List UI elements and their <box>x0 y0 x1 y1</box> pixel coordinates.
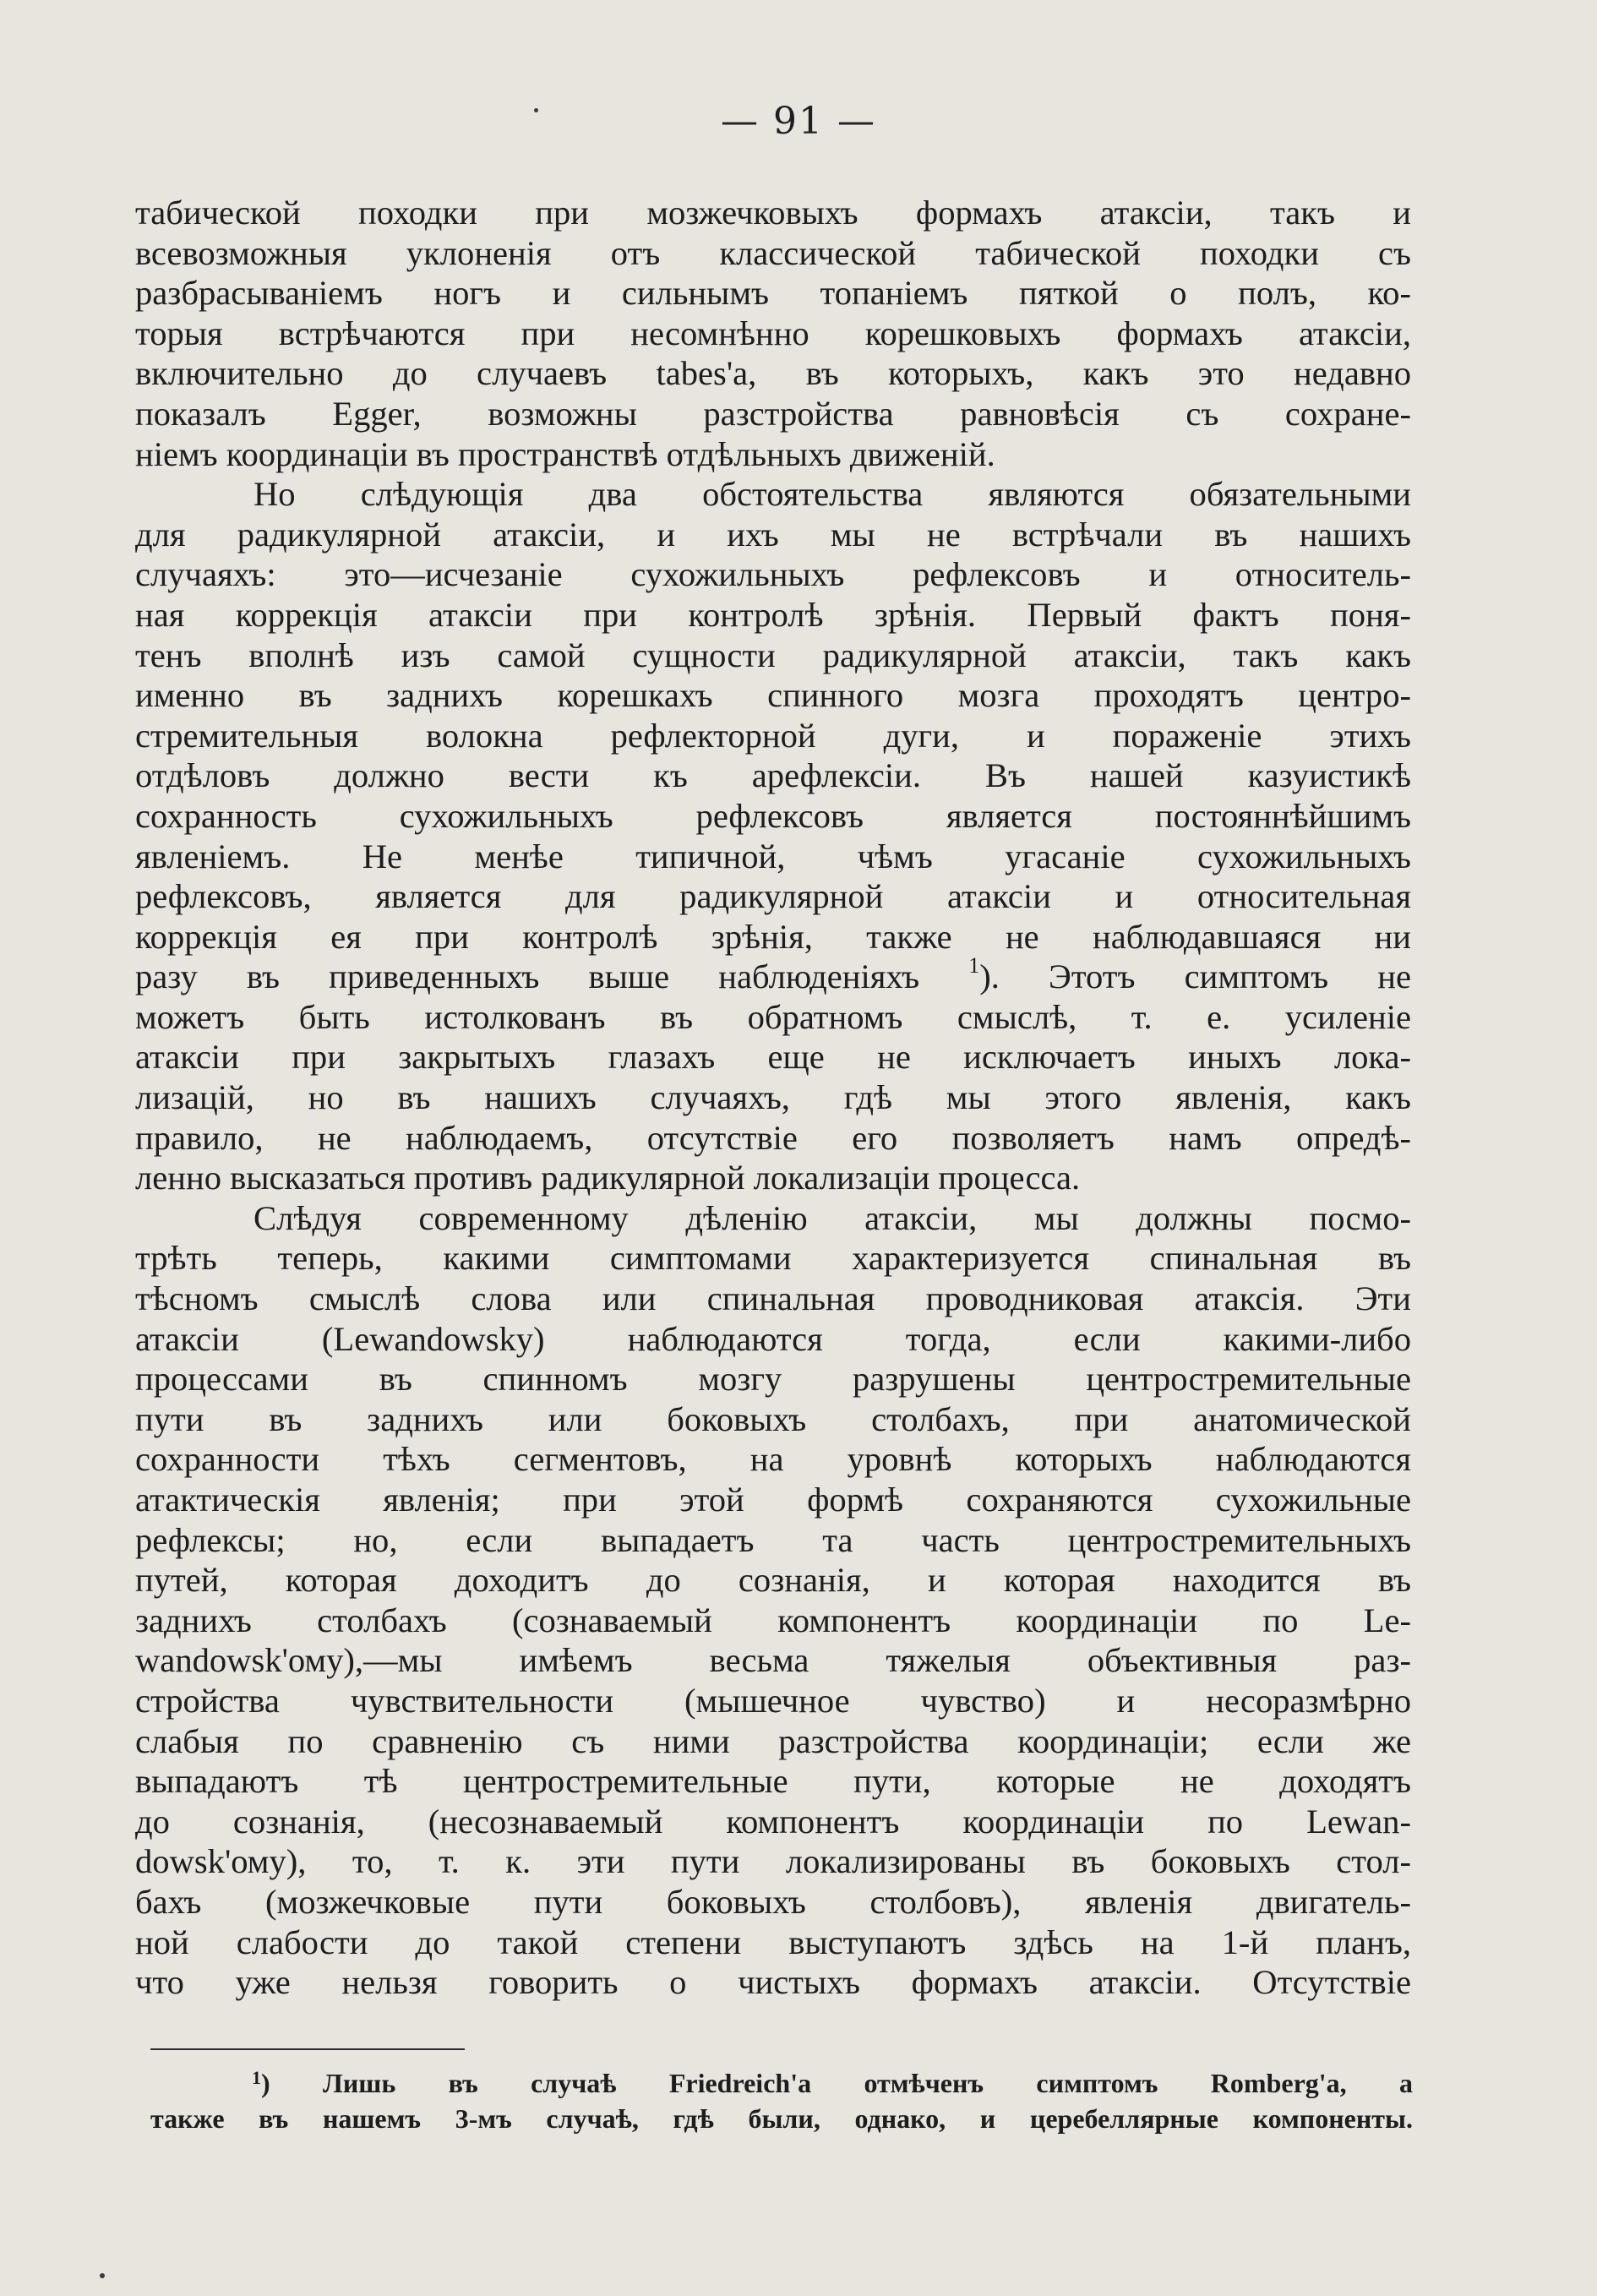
text-line: заднихъ столбахъ (сознаваемый компонентъ координаціи по Le- <box>135 1601 1411 1639</box>
text-line: трѣть теперь, какими симптомами характеризуется спинальная въ <box>135 1239 1411 1278</box>
text-line: бахъ (мозжечковые пути боковыхъ столбовъ), явленія двигатель- <box>135 1882 1411 1921</box>
text-line: показалъ Egger, возможны разстройства равновѣсія съ сохране- <box>135 394 1411 433</box>
text-line: до сознанія, (несознаваемый компонентъ координаціи по Lewan- <box>135 1802 1411 1841</box>
text-line: тенъ вполнѣ изъ самой сущности радикулярной атаксіи, такъ какъ <box>135 635 1411 674</box>
text-line: процессами въ спинномъ мозгу разрушены центростремительные <box>135 1360 1411 1399</box>
text-line: торыя встрѣчаются при несомнѣнно корешковыхъ формахъ атаксіи, <box>135 314 1411 352</box>
text-line: рефлексы; но, если выпадаетъ та часть центростремительныхъ <box>135 1520 1411 1559</box>
text-line: лизацій, но въ нашихъ случаяхъ, гдѣ мы этого явленія, какъ <box>135 1078 1411 1117</box>
text-line: dowsk'ому), то, т. к. эти пути локализированы въ боковыхъ стол- <box>135 1842 1411 1881</box>
footnote-line <box>150 2067 1413 2102</box>
text-line: рефлексовъ, является для радикулярной атаксіи и относительная <box>135 877 1411 916</box>
text-line: слабыя по сравненію съ ними разстройства координаціи; если же <box>135 1721 1411 1760</box>
scan-speck <box>100 2273 105 2278</box>
text-line-with-footnote-ref <box>135 957 1411 997</box>
text-line: ленно высказаться противъ радикулярной локализаціи процесса. <box>135 1159 1081 1197</box>
text-line: выпадаютъ тѣ центростремительные пути, которые не доходятъ <box>135 1762 1411 1801</box>
text-line: сохранности тѣхъ сегментовъ, на уровнѣ которыхъ наблюдаются <box>135 1440 1411 1479</box>
text-line: можетъ быть истолкованъ въ обратномъ смыслѣ, т. е. усиленіе <box>135 997 1411 1036</box>
footnote-reference[interactable]: 1 <box>968 957 980 978</box>
text-line: стройства чувствительности (мышечное чувство) и несоразмѣрно <box>135 1681 1411 1720</box>
footnote-line: также въ нашемъ 3-мъ случаѣ, гдѣ были, однако, и церебеллярные компоненты. <box>150 2103 1413 2134</box>
page-number: — 91 — <box>721 100 876 143</box>
footnote-text: Лишь въ случаѣ Friedreich'а отмѣченъ симптомъ Romberg'а, а <box>323 2068 1414 2098</box>
body-text <box>135 193 1411 2003</box>
text-line: Но слѣдующія два обстоятельства являются обязательными <box>253 475 1411 514</box>
text-line: Слѣдуя современному дѣленію атаксіи, мы должны посмо- <box>253 1198 1411 1237</box>
text-line: табической походки при мозжечковыхъ формахъ атаксіи, такъ и <box>135 194 1411 232</box>
text-line: ной слабости до такой степени выступаютъ здѣсь на 1-й планъ, <box>135 1922 1411 1961</box>
text-line: всевозможныя уклоненія отъ классической табической походки съ <box>135 233 1411 272</box>
text-line: ніемъ координаціи въ пространствѣ отдѣльныхъ движеній. <box>135 434 995 473</box>
text-line: wandowsk'ому),—мы имѣемъ весьма тяжелыя объективныя раз- <box>135 1641 1411 1680</box>
text-line-start: разу въ приведенныхъ выше наблюденіяхъ <box>135 957 920 996</box>
text-line: правило, не наблюдаемъ, отсутствіе его позволяетъ намъ опредѣ- <box>135 1118 1411 1157</box>
text-line: атактическія явленія; при этой формѣ сохраняются сухожильные <box>135 1481 1411 1519</box>
footnote-divider <box>150 2048 465 2050</box>
text-line: путей, которая доходитъ до сознанія, и которая находится въ <box>135 1561 1411 1600</box>
text-line: стремительныя волокна рефлекторной дуги, и пораженіе этихъ <box>135 716 1411 755</box>
text-line: атаксіи (Lewandowsky) наблюдаются тогда, если какими-либо <box>135 1319 1411 1358</box>
text-line: включительно до случаевъ tabes'а, въ которыхъ, какъ это недавно <box>135 354 1411 393</box>
text-line: атаксіи при закрытыхъ глазахъ еще не исключаетъ иныхъ лока- <box>135 1038 1411 1077</box>
text-line: пути въ заднихъ или боковыхъ столбахъ, при анатомической <box>135 1399 1411 1438</box>
scan-speck <box>534 108 538 112</box>
text-line: именно въ заднихъ корешкахъ спинного мозга проходятъ центро- <box>135 676 1411 715</box>
text-line-end: ). Этотъ симптомъ не <box>979 957 1411 996</box>
footnote <box>150 2067 1413 2135</box>
text-line: сохранность сухожильныхъ рефлексовъ является постояннѣйшимъ <box>135 796 1411 835</box>
text-line: тѣсномъ смыслѣ слова или спинальная проводниковая атаксія. Эти <box>135 1279 1411 1318</box>
text-line: отдѣловъ должно вести къ арефлексіи. Въ нашей казуистикѣ <box>135 756 1411 795</box>
text-line: ная коррекція атаксіи при контролѣ зрѣнія. Первый фактъ поня- <box>135 595 1411 634</box>
footnote-marker-paren: ) <box>261 2068 270 2098</box>
text-line: случаяхъ: это—исчезаніе сухожильныхъ рефлексовъ и относитель- <box>135 555 1411 594</box>
text-line: коррекція ея при контролѣ зрѣнія, также не наблюдавшаяся ни <box>135 917 1411 956</box>
text-line: разбрасываніемъ ногъ и сильнымъ топаніемъ пяткой о полъ, ко- <box>135 274 1411 313</box>
footnote-marker: 1 <box>252 2067 261 2088</box>
text-line: что уже нельзя говорить о чистыхъ формахъ атаксіи. Отсутствіе <box>135 1963 1411 2002</box>
text-line: явленіемъ. Не менѣе типичной, чѣмъ угасаніе сухожильныхъ <box>135 837 1411 875</box>
text-line: для радикулярной атаксіи, и ихъ мы не встрѣчали въ нашихъ <box>135 515 1411 554</box>
